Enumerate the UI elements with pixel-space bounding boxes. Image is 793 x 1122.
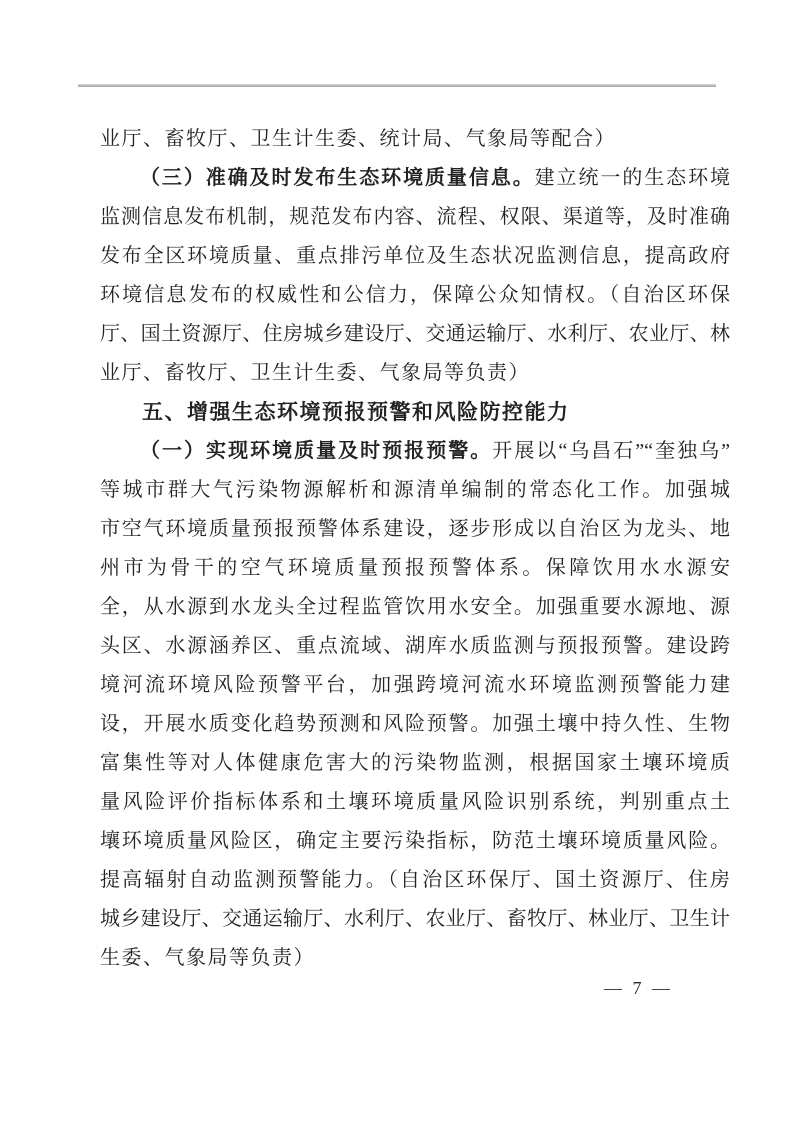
text-segment: 量风险评价指标体系和土壤环境质量风险识别系统，判别重点土 xyxy=(100,791,730,813)
paragraph-line xyxy=(100,783,730,822)
paragraph-line xyxy=(100,237,730,276)
text-segment: 提高辐射自动监测预警能力。（自治区环保厅、国土资源厅、住房 xyxy=(100,869,730,891)
paragraph-end-line xyxy=(100,354,730,393)
paragraph-line xyxy=(100,744,730,783)
bold-text-segment: （三）准确及时发布生态环境质量信息。 xyxy=(140,167,535,189)
text-segment: 壤环境质量风险区，确定主要污染指标，防范土壤环境质量风险。 xyxy=(100,830,730,852)
text-segment: 开展以“乌昌石”“奎独乌” xyxy=(492,440,731,462)
paragraph-line xyxy=(100,666,730,705)
paragraph-line xyxy=(100,315,730,354)
text-segment: 等城市群大气污染物源解析和源清单编制的常态化工作。加强城 xyxy=(100,479,730,501)
text-segment: 厅、国土资源厅、住房城乡建设厅、交通运输厅、水利厅、农业厅、林 xyxy=(100,323,730,345)
paragraph-line xyxy=(100,276,730,315)
paragraph-line xyxy=(100,471,730,510)
section-heading xyxy=(100,393,730,432)
text-segment: 生委、气象局等负责） xyxy=(100,947,315,969)
paragraph-line xyxy=(100,198,730,237)
paragraph-line xyxy=(100,822,730,861)
text-segment: 业厅、畜牧厅、卫生计生委、气象局等负责） xyxy=(100,362,530,384)
text-segment: 设，开展水质变化趋势预测和风险预警。加强土壤中持久性、生物 xyxy=(100,713,730,735)
paragraph-line xyxy=(100,705,730,744)
paragraph-line xyxy=(100,588,730,627)
text-segment: 监测信息发布机制，规范发布内容、流程、权限、渠道等，及时准确 xyxy=(100,206,730,228)
header-rule xyxy=(78,84,716,87)
paragraph-end-line xyxy=(100,939,730,978)
paragraph-line xyxy=(100,159,730,198)
text-segment: 富集性等对人体健康危害大的污染物监测，根据国家土壤环境质 xyxy=(100,752,730,774)
text-segment: 头区、水源涵养区、重点流域、湖库水质监测与预报预警。建设跨 xyxy=(100,635,730,657)
bold-text-segment: （一）实现环境质量及时预报预警。 xyxy=(140,440,493,462)
text-segment: 境河流环境风险预警平台，加强跨境河流水环境监测预警能力建 xyxy=(100,674,730,696)
text-segment: 全，从水源到水龙头全过程监管饮用水安全。加强重要水源地、源 xyxy=(100,596,730,618)
paragraph-line xyxy=(100,861,730,900)
text-segment: 州市为骨干的空气环境质量预报预警体系。保障饮用水水源安 xyxy=(100,557,730,579)
text-segment: 业厅、畜牧厅、卫生计生委、统计局、气象局等配合） xyxy=(100,128,616,150)
text-block xyxy=(100,120,730,978)
paragraph-line xyxy=(100,510,730,549)
paragraph-line xyxy=(100,900,730,939)
text-segment: 市空气环境质量预报预警体系建设，逐步形成以自治区为龙头、地 xyxy=(100,518,730,540)
text-segment: 环境信息发布的权威性和公信力，保障公众知情权。（自治区环保 xyxy=(100,284,730,306)
text-segment: 城乡建设厅、交通运输厅、水利厅、农业厅、畜牧厅、林业厅、卫生计 xyxy=(100,908,730,930)
bold-text-segment: 五、增强生态环境预报预警和风险防控能力 xyxy=(142,401,570,424)
paragraph-continuation-line xyxy=(100,120,730,159)
text-segment: 建立统一的生态环境 xyxy=(534,167,731,189)
paragraph-line xyxy=(100,549,730,588)
paragraph-line xyxy=(100,432,730,471)
paragraph-line xyxy=(100,627,730,666)
text-segment: 发布全区环境质量、重点排污单位及生态状况监测信息，提高政府 xyxy=(100,245,730,267)
page-number: — 7 — xyxy=(604,978,673,998)
